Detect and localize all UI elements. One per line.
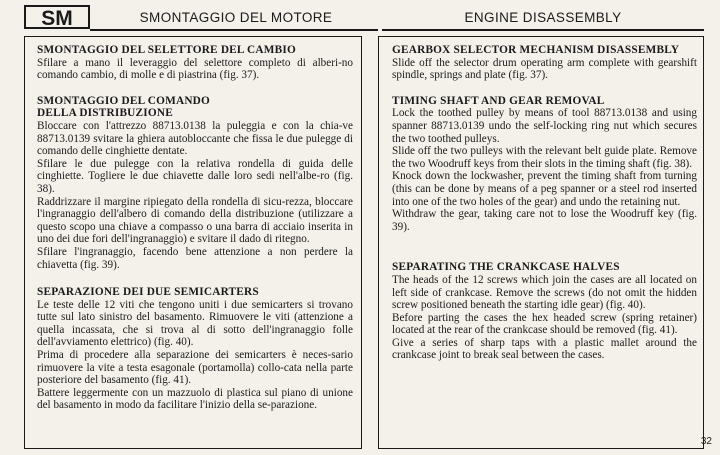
section-crankcase xyxy=(37,286,353,412)
english-column xyxy=(392,44,697,362)
paragraph: Give a series of sharp taps with a plastic mallet around the crankcase joint to break seal between the cases. xyxy=(392,336,697,362)
paragraph: Sfilare l'ingranaggio, facendo bene attenzione a non perdere la chiavetta (fig. 39). xyxy=(37,245,353,271)
paragraph: Raddrizzare il margine ripiegato della rondella di sicu-rezza, bloccare l'ingranaggio dell'albero di comando della distribuzione (utilizzare a questo scopo una chiave a compasso o una barra di acciaio inserita in uno dei due fori dell'ingranaggio) e svitare il dado di ritegno. xyxy=(37,195,353,246)
section-title: SEPARAZIONE DEI DUE SEMICARTERS xyxy=(37,286,259,299)
paragraph: Before parting the cases the hex headed screw (spring retainer) located at the rear of the crankcase should be removed (fig. 41). xyxy=(392,311,697,337)
header-rule-right xyxy=(382,29,704,31)
section-title: TIMING SHAFT AND GEAR REMOVAL xyxy=(392,94,605,107)
section-selector xyxy=(37,44,353,82)
section-timing xyxy=(37,95,353,271)
paragraph: Withdraw the gear, taking care not to lose the Woodruff key (fig. 39). xyxy=(392,208,697,233)
section-title-line-2: DELLA DISTRIBUZIONE xyxy=(37,107,173,120)
paragraph: Slide off the selector drum operating arm complete with gearshift spindle, springs and plate (fig. 37). xyxy=(392,56,697,82)
paragraph: Slide off the two pulleys with the relevant belt guide plate. Remove the two Woodruff keys from their slots in the timing shaft (fig. 38). xyxy=(392,145,697,170)
paragraph: Knock down the lockwasher, prevent the timing shaft from turning (this can be done by means of a peg spanner or a steel rod inserted into one of the two holes of the gear) and undo the retaining nut. xyxy=(392,170,697,208)
page-number: 32 xyxy=(700,436,712,447)
section-crankcase xyxy=(392,261,697,362)
section-timing xyxy=(392,95,697,234)
paragraph: Battere leggermente con un mazzuolo di plastica sul piano di unione del basamento in modo da facilitare l'inizio della se-parazione. xyxy=(37,386,353,412)
section-title: SMONTAGGIO DEL SELETTORE DEL CAMBIO xyxy=(37,44,296,56)
header-rule-left xyxy=(90,29,378,31)
section-title-line-1: SMONTAGGIO DEL COMANDO xyxy=(37,94,211,107)
section-selector xyxy=(392,44,697,82)
paragraph: Prima di procedere alla separazione dei semicarters è neces-sario rimuovere la vite a testa esagonale (portamolla) collo-cata nella parte posteriore del basamento (fig. 41). xyxy=(37,349,353,387)
paragraph: The heads of the 12 screws which join the cases are all located on left side of crankcase. Remove the screws (do not omit the hidden screw positioned beneath the starting idle gear) (fig. 40). xyxy=(392,273,697,312)
paragraph: Sfilare a mano il leveraggio del selettore completo di alberi-no comando cambio, di molle e di piastrina (fig. 37). xyxy=(37,56,353,82)
header-title-italian: SMONTAGGIO DEL MOTORE xyxy=(139,10,333,25)
paragraph: Le teste delle 12 viti che tengono uniti i due semicarters si trovano tutte sul lato sinistro del basamento. Rimuovere le viti (attenzione a quella incassata, che si trova al di sotto dell'ingranaggio folle dell'avviamento elettrico) (fig. 40). xyxy=(37,298,353,349)
section-title: GEARBOX SELECTOR MECHANISM DISASSEMBLY xyxy=(392,44,680,56)
page-header xyxy=(24,5,704,31)
header-title-english: ENGINE DISASSEMBLY xyxy=(464,10,622,25)
paragraph: Sfilare le due pulegge con la relativa rondella di guida delle cinghiette. Togliere le due chiavette dalle loro sedi nell'albe-ro (fig. 38). xyxy=(37,157,353,195)
paragraph: Lock the toothed pulley by means of tool 88713.0138 and using spanner 88713.0139 undo the self-locking ring nut which secures the two toothed pulleys. xyxy=(392,107,697,145)
section-title: SEPARATING THE CRANKCASE HALVES xyxy=(392,261,620,274)
paragraph: Bloccare con l'attrezzo 88713.0138 la puleggia e con la chia-ve 88713.0139 svitare la ghiera autobloccante che fissa le due pulegge di comando delle cinghiette dentate. xyxy=(37,119,353,158)
section-badge: SM xyxy=(24,5,90,29)
italian-column xyxy=(37,44,353,412)
